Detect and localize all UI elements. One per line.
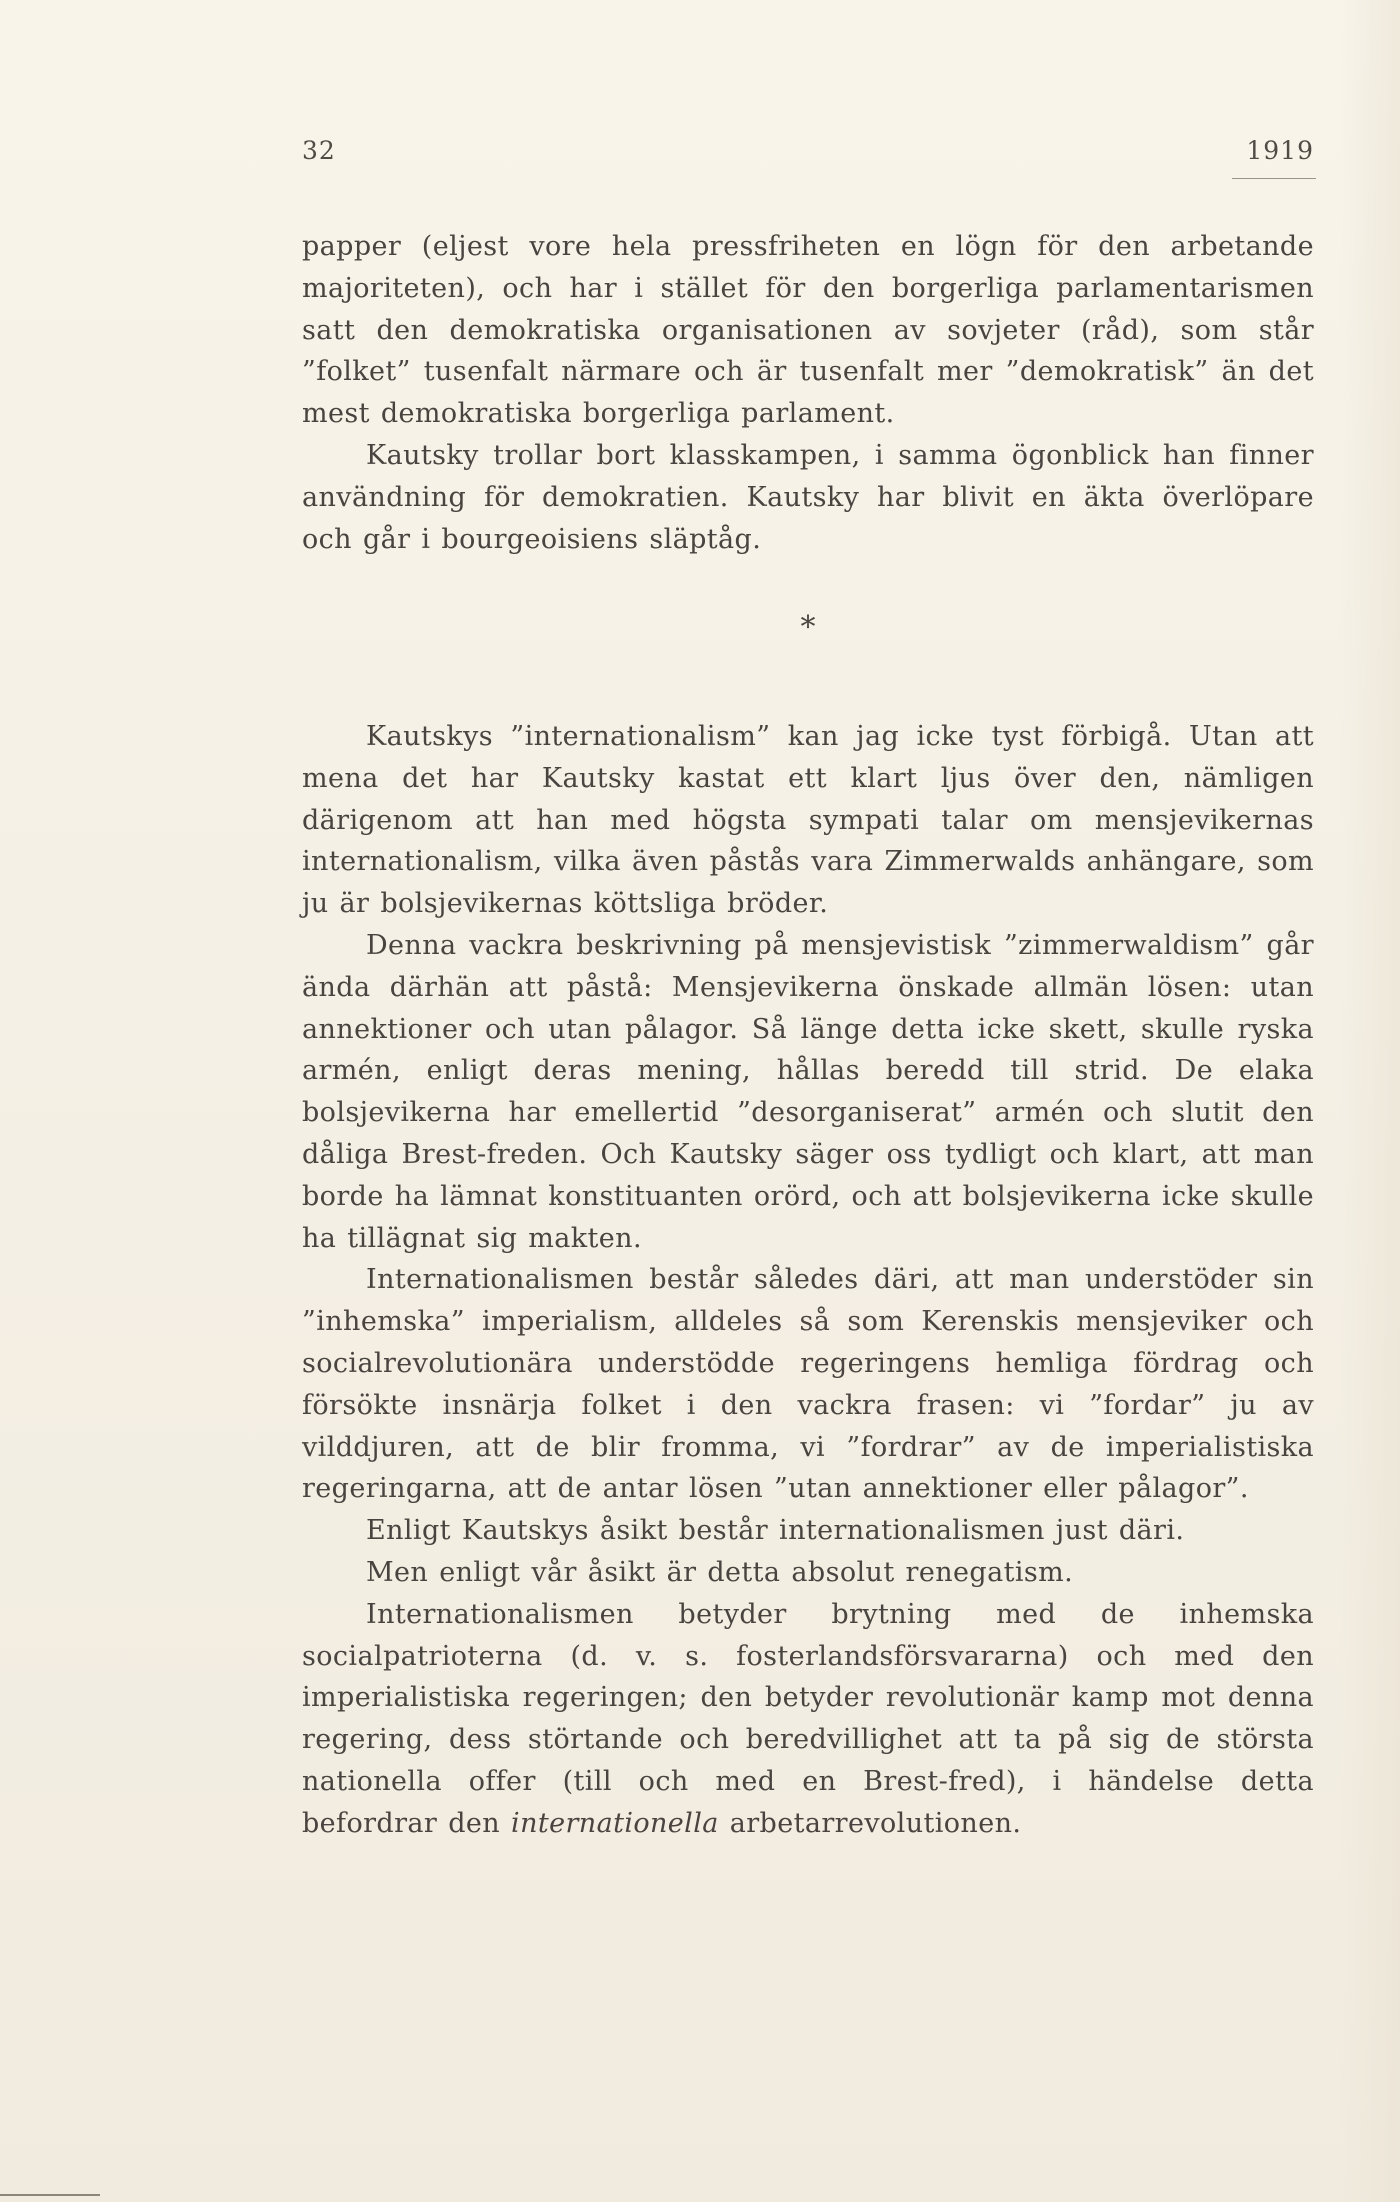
bottom-edge-rule (0, 2194, 100, 2196)
paragraph-kautskys-asikt: Enligt Kautskys åsikt består internationalismen just däri. (366, 1515, 1185, 1547)
paragraph-internationalismen-understod: Internationalismen består således däri, att man understöder sin ”inhemska” imperialism, alldeles så som Kerenskis mensjeviker och socialrevolutionära understödde regeringens hemliga fördrag och försökte insnärja folket i den vackra frasen: vi ”fordar” ju av vilddjuren, att de blir fromma, vi ”fordrar” av de imperialistiska regeringarna, att de antar lösen ”utan annektioner eller pålagor”. (302, 1264, 1314, 1505)
paragraph-var-asikt: Men enligt vår åsikt är detta absolut renegatism. (366, 1556, 1074, 1588)
paragraph-internationalism: Kautskys ”internationalism” kan jag icke tyst förbigå. Utan att mena det har Kautsky kastat ett klart ljus över den, nämligen därigenom att han med högsta sympati talar om mensjevikernas internationalism, vilka även påstås vara Zimmerwalds anhängare, som ju är bolsjevikernas köttsliga bröder. (302, 721, 1314, 920)
page-header (302, 136, 1314, 176)
paragraph-internationalismen-brytning (302, 1594, 1314, 1845)
section-separator-asterisk: * (800, 610, 816, 645)
page-edge-shadow (1340, 0, 1400, 2202)
header-rule (1232, 178, 1316, 179)
paragraph-continuation: papper (eljest vore hela pressfriheten en lögn för den arbetande majoriteten), och har i stället för den borgerliga parlamentarismen satt den demokratiska organisationen av sovjeter (råd), som står ”folket” tusenfalt närmare och är tusenfalt mer ”demokratisk” än det mest demokratiska borgerliga parlament. (302, 231, 1314, 430)
page-number: 32 (302, 136, 336, 165)
text-section-1 (302, 226, 1314, 560)
paragraph-zimmerwaldism: Denna vackra beskrivning på mensjevistisk ”zimmerwaldism” går ända därhän att påstå: Mensjevikerna önskade allmän lösen: utan annektioner och utan pålagor. Så länge detta icke skett, skulle ryska armén, enligt deras mening, hållas beredd till strid. De elaka bolsjevikerna har emellertid ”desorganiserat” armén och slutit den dåliga Brest-freden. Och Kautsky säger oss tydligt och klart, att man borde ha lämnat konstituanten orörd, och att bolsjevikerna icke skulle ha tillägnat sig makten. (302, 929, 1314, 1254)
page-year: 1919 (1246, 136, 1314, 165)
text-section-2 (302, 716, 1314, 1845)
paragraph-text-before-italic: Internationalismen betyder brytning med de inhemska socialpatrioterna (d. v. s. fosterlandsförsvararna) och med den imperialistiska regeringen; den betyder revolutionär kamp mot denna regering, dess störtande och beredvillighet att ta på sig de största nationella offer (till och med en Brest-fred), i händelse detta befordrar den (302, 1598, 1314, 1839)
paragraph-text-after-italic: arbetarrevolutionen. (729, 1807, 1022, 1839)
paragraph-kautsky-klasskampen: Kautsky trollar bort klasskampen, i samma ögonblick han finner användning för demokratien. Kautsky har blivit en äkta överlöpare och går i bourgeoisiens släptåg. (302, 439, 1314, 555)
italic-word: internationella (511, 1807, 719, 1839)
